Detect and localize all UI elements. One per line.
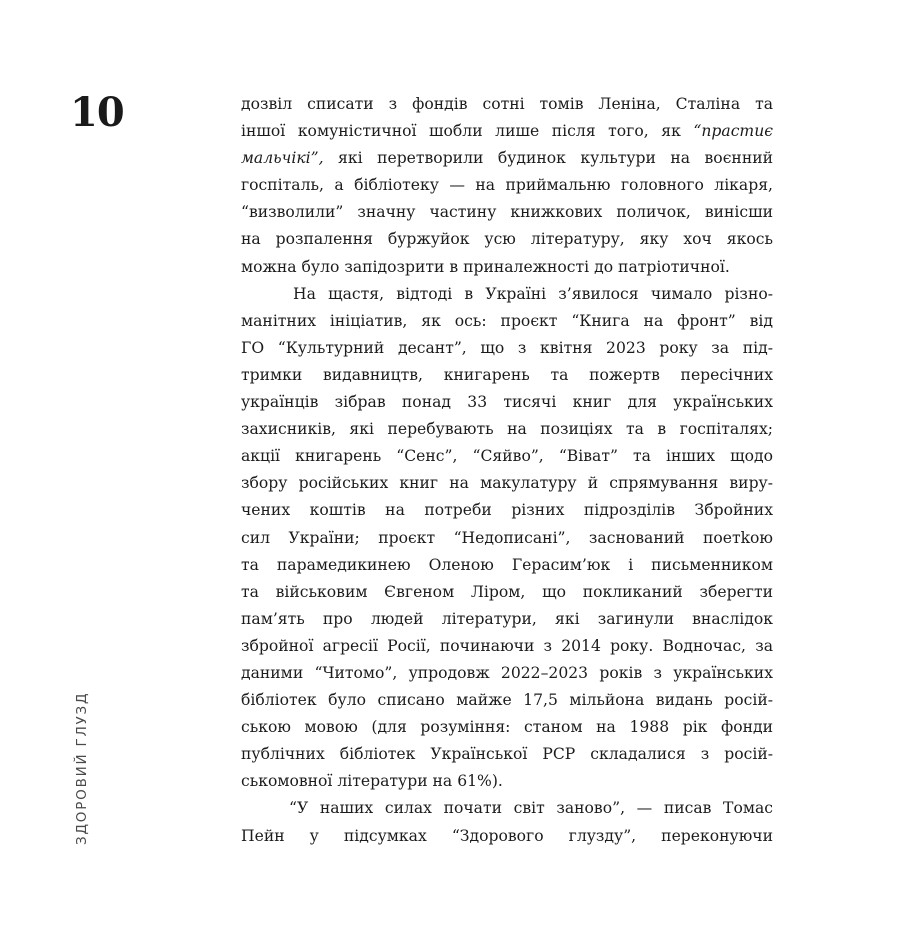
body-text [241, 91, 773, 850]
text-line: публічних бібліотек Української РСР складалися з росій- [241, 745, 773, 764]
italic-quote: мальчікі”, [241, 149, 324, 168]
text-run: які перетворили будинок культури на воєнний [323, 149, 773, 168]
text-line: госпіталь, а бібліотеку — на приймальню головного лікаря, [241, 176, 773, 195]
text-line: дозвіл списати з фондів сотні томів Леніна, Сталіна та [241, 95, 773, 113]
text-line: даними “Читомо”, упродовж 2022–2023 років з українських [241, 663, 773, 682]
text-line [241, 118, 773, 145]
text-line: сил України; проєкт “Недописані”, заснований поетkою [241, 528, 773, 547]
text-line: збору російських книг на макулатуру й спрямування виру- [241, 474, 773, 493]
text-line: та парамедикинею Оленою Герасим’юк і письменником [241, 555, 773, 574]
text-line: українців зібрав понад 33 тисячі книг для українських [241, 393, 773, 412]
text-line: можна було запідозрити в приналежності до патріотичної. [241, 257, 730, 276]
running-title: ЗДОРОВИЙ ГЛУЗД [74, 691, 90, 845]
text-line: на розпалення буржуйок усю літературу, яку хоч якось [241, 230, 773, 249]
text-line: бібліотек було списано майже 17,5 мільйона видань росій- [241, 691, 773, 710]
text-line: тримки видавництв, книгарень та пожертв пересічних [241, 365, 773, 384]
italic-quote: “прастиє [693, 122, 773, 141]
text-line: манітних ініціатив, як ось: проєкт “Книга на фронт” від [241, 311, 773, 330]
text-line [241, 145, 773, 172]
text-line: пам’ять про людей літератури, які загинули внаслідок [241, 609, 773, 628]
paragraph-first-line: “У наших силах почати світ заново”, — писав Томас [289, 799, 773, 818]
text-line: ГО “Культурний десант”, що з квітня 2023 року за під- [241, 338, 773, 357]
paragraph-first-line: На щастя, відтоді в Україні з’явилося чимало різно- [293, 284, 773, 303]
text-line: захисників, які перебувають на позиціях та в госпіталях; [241, 420, 773, 439]
text-line: та військовим Євгеном Ліром, що покликаний зберегти [241, 582, 773, 601]
text-line: Пейн у підсумках “Здорового глузду”, переконуючи [241, 826, 773, 845]
text-line: чених коштів на потреби різних підрозділів Збройних [241, 501, 773, 520]
text-line: збройної агресії Росії, починаючи з 2014 року. Водночас, за [241, 636, 773, 655]
page-number: 10 [70, 89, 124, 136]
text-line: “визволили” значну частину книжкових поличок, винісши [241, 203, 773, 222]
text-line: ською мовою (для розуміння: станом на 1988 рік фонди [241, 718, 773, 737]
text-line: акції книгарень “Сенс”, “Сяйво”, “Віват” та інших щодо [241, 447, 773, 466]
text-run: іншої комуністичної шобли лише після того, як [241, 122, 694, 141]
text-line: ськомовної літератури на 61%). [241, 772, 503, 791]
